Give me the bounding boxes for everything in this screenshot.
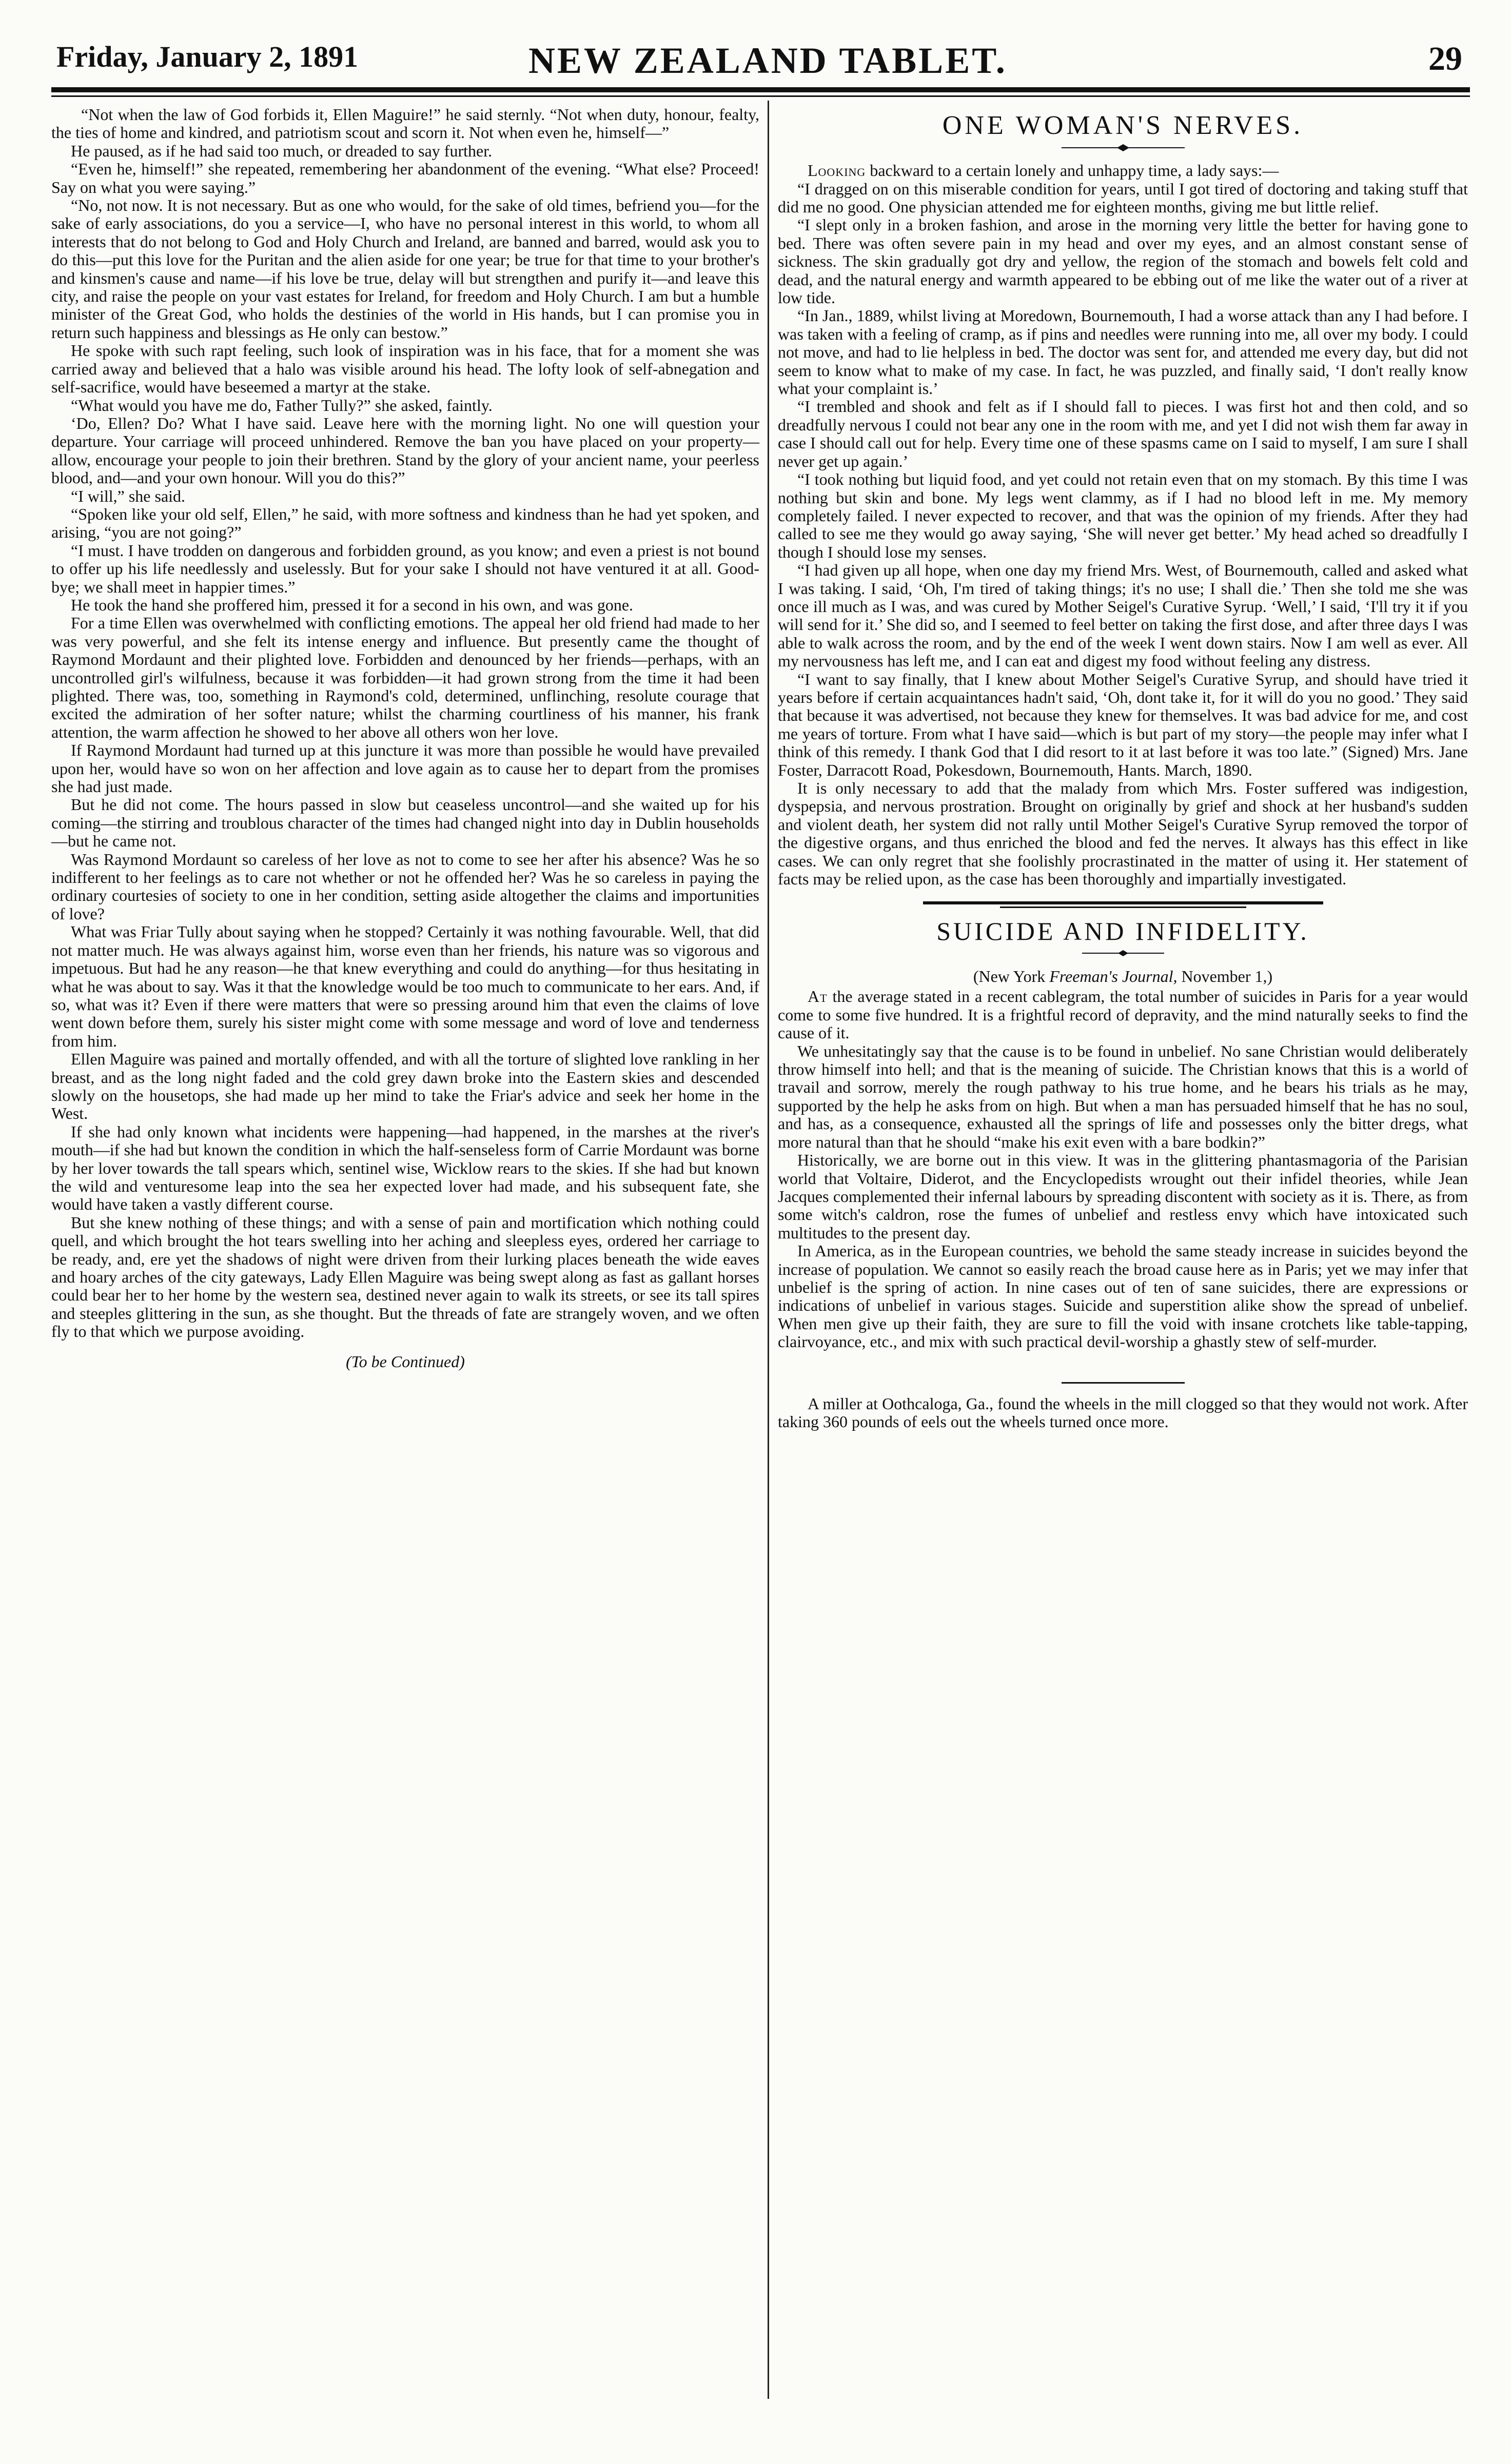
story-paragraph: He spoke with such rapt feeling, such look of inspiration was in his face, that for a moment she was carried away and believed that a halo was visible around his head. The lofty look of self-abnegation and self-sacrifice, would have beseemed a martyr at the stake. bbox=[51, 341, 759, 397]
nerves-lead-text: backward to a certain lonely and unhappy time, a lady says:— bbox=[866, 161, 1279, 180]
story-paragraph: If Raymond Mordaunt had turned up at this juncture it was more than possible he would have prevailed upon her, would have so won on her affection and love again as to cause her to depart from the promises she had just made. bbox=[51, 741, 759, 796]
header-date: Friday, January 2, 1891 bbox=[56, 40, 359, 73]
continued-note: (To be Continued) bbox=[346, 1352, 465, 1371]
suicide-paragraph: Historically, we are borne out in this view. It was in the glittering phantasmagoria of the Parisian world that Voltaire, Diderot, and the Encyclopedists wrought out their infidel theories, while Jean Jacques complemented their infernal labours by spreading discontent with society as it is. There, as from some witch's caldron, rose the fumes of unbelief and restless envy which have intoxicated such multitudes to the present day. bbox=[778, 1151, 1468, 1242]
nerves-paragraph: It is only necessary to add that the malady from which Mrs. Foster suffered was indigestion, dyspepsia, and nervous prostration. Brought on originally by grief and shock at her husband's sudden and violent death, her system did not rally until Mother Seigel's Curative Syrup removed the torpor of the digestive organs, and thus enriched the blood and fed the nerves. It always has this effect in like cases. We can only regret that she foolishly procrastinated in the matter of using it. Her statement of facts may be relied upon, as the case has been thoroughly and impartially investigated. bbox=[778, 779, 1468, 889]
story-paragraph: “I will,” she said. bbox=[71, 486, 186, 505]
story-paragraph: “What would you have me do, Father Tully?” she asked, faintly. bbox=[71, 396, 493, 415]
diamond-rule-ornament bbox=[1062, 950, 1185, 957]
story-paragraph: What was Friar Tully about saying when he stopped? Certainly it was nothing favourable. Well, that did not matter much. He was always against him, worse even than her friends, his nature was so vigorous and impetuous. But had he any reason—he that knew everything and could do anything—for thus hesitating in what he was about to say. Was it that the knowledge would be too much to communicate to her ears. And, if so, what was it? Even if there were matters that were so pressing around him that even the claims of love went down before them, surely his sister might come with some message and word of love and tenderness from him. bbox=[51, 922, 759, 1050]
source-prefix: (New York bbox=[973, 967, 1050, 986]
nerves-paragraph: “I trembled and shook and felt as if I should fall to pieces. I was first hot and then cold, and so dreadfully nervous I could not bear any one in the room with me, and yet I did not wish them far away in case I should call out for help. Every time one of these spasms came on I said to myself, I am sure I shall never get up again.’ bbox=[778, 397, 1468, 470]
header-rule-thin bbox=[51, 95, 1470, 97]
page-number: 29 bbox=[1428, 40, 1462, 77]
story-paragraph: ‘Do, Ellen? Do? What I have said. Leave here with the morning light. No one will question your departure. Your carriage will proceed unhindered. Remove the ban you have placed on your property—allow, encourage your people to join their brethren. Stand by the glory of your ancient name, your peerless blood, and—and your own honour. Will you do this?” bbox=[51, 413, 759, 487]
story-paragraph: If she had only known what incidents were happening—had happened, in the marshes at the river's mouth—if she had but known the condition in which the half-senseless form of Carrie Mordaunt was borne by her lover towards the tall spears which, sentinel wise, Wicklow rears to the skies. If she had but known the wild and venturesome leap into the sea her expected lover had made, and his subsequent fate, she would have taken a vastly different course. bbox=[51, 1122, 759, 1214]
section-separator-thin bbox=[1000, 906, 1246, 908]
right-column bbox=[778, 106, 1468, 1431]
source-suffix: November 1,) bbox=[1177, 967, 1273, 986]
suicide-lead-text: the average stated in a recent cablegram, the total number of suicides in Paris for a year would come to some five hundred. It is a frightful record of depravity, and the mind naturally seeks to find the cause of it. bbox=[778, 987, 1468, 1042]
story-paragraph: For a time Ellen was overwhelmed with conflicting emotions. The appeal her old friend had made to her was very powerful, and she felt its intense energy and influence. But presently came the thought of Raymond Mordaunt and their plighted love. Forbidden and denounced by her friends—perhaps, with an uncontrolled girl's wilfulness, because it was forbidden—it had grown strong from the time it had been plighted. There was, too, something in Raymond's cold, determined, unflinching, resolute courage that excited the admiration of her softer nature; whilst the charming courtliness of his manner, his frank attention, the warm affection he showed to her above all others won her love. bbox=[51, 614, 759, 741]
nerves-paragraph: “I want to say finally, that I knew about Mother Seigel's Curative Syrup, and should have tried it years before if certain acquaintances hadn't said, ‘Oh, dont take it, for it will do you no good.’ They said that because it was advertised, not because they knew for themselves. It was bad advice for me, and cost me years of torture. From what I have said—which is but part of my story—the people may infer what I think of this remedy. I thank God that I did resort to it at last before it was too late.” (Signed) Mrs. Jane Foster, Darracott Road, Pokesdown, Bournemouth, Hants. March, 1890. bbox=[778, 669, 1468, 779]
story-paragraph: Ellen Maguire was pained and mortally offended, and with all the torture of slighted love rankling in her breast, and as the long night faded and the cold grey dawn broke into the Eastern skies and descended slowly on the housetops, she had made up her mind to take the Friar's advice and seek her home in the West. bbox=[51, 1050, 759, 1123]
story-paragraph: “I must. I have trodden on dangerous and forbidden ground, as you know; and even a priest is not bound to offer up his life needlessly and uselessly. But for your sake I should not have ventured it at all. Good-bye; we shall meet in happier times.” bbox=[51, 541, 759, 596]
nerves-lead-paragraph bbox=[778, 162, 1468, 180]
story-paragraph: “No, not now. It is not necessary. But as one who would, for the sake of old times, befriend you—for the sake of early associations, do you a service—I, who have no personal interest in this world, to whom all interests that do not belong to God and Holy Church and Ireland, are banned and barred, would ask you to do this—put this love for the Puritan and the alien aside for one year; be true for that time to your brother's and kinsmen's cause and name—if his love be true, delay will but strengthen and purify it—and leave this city, and raise the people on your vast estates for Ireland, for freedom and Holy Church. I am but a humble minister of the Great God, who holds the destinies of the world in His hands, but I can promise you in return such happiness and blessings as He only can bestow.” bbox=[51, 196, 759, 342]
diamond-rule-ornament bbox=[1062, 144, 1185, 151]
story-paragraph: But he did not come. The hours passed in slow but ceaseless uncontrol—and she waited up for his coming—the stirring and troublous character of the times had changed night into day in Dublin households—but he came not. bbox=[51, 795, 759, 851]
nerves-heading: ONE WOMAN'S NERVES. bbox=[942, 111, 1304, 140]
nerves-paragraph: “I took nothing but liquid food, and yet could not retain even that on my stomach. By this time I was nothing but skin and bone. My legs went clammy, as if I had no blood left in me. My memory completely failed. I never expected to recover, and that was the opinion of my friends. After they had called to see me they would go away saying, ‘She will never get better.’ My head ached so dreadfully I though I should lose my senses. bbox=[778, 470, 1468, 561]
nerves-paragraph: “I slept only in a broken fashion, and arose in the morning very little the better for having gone to bed. There was often severe pain in my head and over my eyes, and an almost constant sense of sickness. The skin gradually got dry and yellow, the region of the stomach and bowels felt cold and dead, and the natural energy and warmth appeared to be ebbing out of me like the water out of a river at low tide. bbox=[778, 215, 1468, 307]
suicide-source-line bbox=[778, 967, 1468, 985]
story-paragraph: “Spoken like your old self, Ellen,” he said, with more softness and kindness than he had yet spoken, and arising, “you are not going?” bbox=[51, 504, 759, 542]
column-divider bbox=[768, 101, 769, 2399]
suicide-lead-paragraph bbox=[778, 988, 1468, 1042]
suicide-paragraph: In America, as in the European countries, we behold the same steady increase in suicides beyond the increase of population. We cannot so easily reach the broad cause here as in Paris; yet we may infer that unbelief is the spring of action. In nine cases out of ten of sane suicides, there are expressions or indications of unbelief in various stages. Suicide and superstition alike show the spread of unbelief. When men give up their faith, they are sure to fill the void with insane crotchets like table-tapping, clairvoyance, etc., and mix with such practical devil-worship a ghastly stew of self-murder. bbox=[778, 1241, 1468, 1351]
story-paragraph: He took the hand she proffered him, pressed it for a second in his own, and was gone. bbox=[71, 595, 634, 614]
suicide-paragraph: We unhesitatingly say that the cause is to be found in unbelief. No sane Christian would deliberately throw himself into hell; and that is the meaning of suicide. The Christian knows that this is a world of travail and sorrow, merely the rough pathway to his true home, and he bears his trials as he may, supported by the help he asks from on high. But when a man has persuaded himself that he has no soul, and has, as a consequence, exhausted all the springs of life and possesses only the bitter dregs, what more natural than that he should “make his exit even with a bare bodkin?” bbox=[778, 1041, 1468, 1151]
story-paragraph: But she knew nothing of these things; and with a sense of pain and mortification which nothing could quell, and which brought the hot tears swelling into her aching and sleepless eyes, ordered her carriage to be ready, and, ere yet the shadows of night were driven from their lurking places beneath the wide eaves and hoary arches of the city gateways, Lady Ellen Maguire was being swept along as fast as gallant horses could bear her to her home by the western sea, destined never again to walk its streets, or see its tall spires and steeples glittering in the sun, as she thought. But the threads of fate are strangely woven, and we often fly to that which we purpose avoiding. bbox=[51, 1213, 759, 1341]
story-paragraph: Was Raymond Mordaunt so careless of her love as not to come to see her after his absence? Was he so indifferent to her feelings as to care not whether or not he offended her? Was he so careless in paying the ordinary courtesies of society to one in her condition, setting aside altogether the claims and importunities of love? bbox=[51, 850, 759, 923]
short-separator bbox=[1062, 1382, 1185, 1384]
suicide-lead-word: At bbox=[808, 987, 828, 1006]
masthead-title: NEW ZEALAND TABLET. bbox=[528, 40, 1007, 81]
source-journal: Freeman's Journal, bbox=[1049, 967, 1178, 986]
section-separator bbox=[923, 901, 1323, 904]
story-paragraph: “Not when the law of God forbids it, Ellen Maguire!” he said sternly. “Not when duty, honour, fealty, the ties of home and kindred, and patriotism scout and scorn it. Not when even he, himself—” bbox=[51, 105, 759, 142]
miller-note: A miller at Oothcaloga, Ga., found the wheels in the mill clogged so that they would not work. After taking 360 pounds of eels out the wheels turned once more. bbox=[778, 1394, 1468, 1431]
story-paragraph: He paused, as if he had said too much, or dreaded to say further. bbox=[71, 141, 493, 160]
nerves-paragraph: “I dragged on on this miserable condition for years, until I got tired of doctoring and taking stuff that did me no good. One physician attended me for eighteen months, giving me but little relief. bbox=[778, 179, 1468, 216]
nerves-paragraph: “I had given up all hope, when one day my friend Mrs. West, of Bournemouth, called and asked what I was taking. I said, ‘Oh, I'm tired of taking things; it's no use; I shall die.’ Then she told me she was once ill much as I was, and was cured by Mother Seigel's Curative Syrup. ‘Well,’ I said, ‘I'll try it if you will send for it.’ She did so, and I seemed to feel better on taking the first dose, and after three days I was able to walk across the room, and by the end of the week I went down stairs. Now I am well as ever. All my nervousness has left me, and I can eat and digest my food without feeling any distress. bbox=[778, 561, 1468, 671]
suicide-heading: SUICIDE AND INFIDELITY. bbox=[936, 917, 1309, 946]
story-paragraph: “Even he, himself!” she repeated, remembering her abandonment of the evening. “What else? Proceed! Say on what you were saying.” bbox=[51, 160, 759, 196]
left-column bbox=[51, 106, 759, 1371]
nerves-lead-word: Looking bbox=[808, 161, 866, 180]
nerves-paragraph: “In Jan., 1889, whilst living at Moredown, Bournemouth, I had a worse attack than any I had before. I was taken with a feeling of cramp, as if pins and needles were running into me, all over my body. I could not move, and had to lie helpless in bed. The doctor was sent for, and attended me every day, but did not seem to know what to make of my case. In fact, he was puzzled, and finally said, ‘I don't really know what your complaint is.’ bbox=[778, 306, 1468, 398]
header-rule bbox=[51, 87, 1470, 92]
